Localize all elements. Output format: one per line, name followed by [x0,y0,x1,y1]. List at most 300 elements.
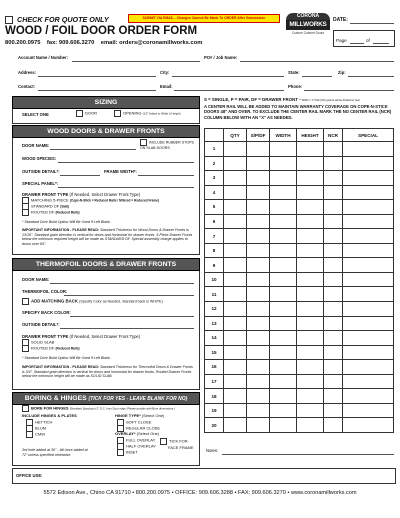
grid-cell-qty[interactable] [224,142,247,157]
grid-cell-spdf[interactable] [247,345,270,360]
grid-cell-width[interactable] [270,360,297,375]
grid-cell-qty[interactable] [224,360,247,375]
grid-cell-special[interactable] [343,214,394,229]
tf-matching-back-option[interactable] [22,298,163,305]
grid-cell-width[interactable] [270,403,297,418]
grid-row [205,214,394,229]
tf-back-color-field[interactable] [70,316,194,317]
grid-row-number: 12 [205,302,224,317]
half-overlay-label: HALF OVERLAY [126,443,156,449]
grid-cell-width[interactable] [270,302,297,317]
wood-important-text: Standard Thickness for Wood Doors & Drawer Fronts is 13/16". Standard grain direction is vertical for doors and horizontal for drawer fronts. 5-Piece Drawer Fronts below the minimum required height will be made as STANDARD DF. Special assembly charge applies to doors over 84". [22,228,193,246]
grid-header-row [205,129,394,142]
bore-hinges-checkbox[interactable] [22,405,29,412]
grid-cell-ncr[interactable] [324,418,343,433]
grid-cell-spdf[interactable] [247,171,270,186]
wood-df-label-2: STANDARD DF [31,203,60,209]
wood-df-note-2: (Slab) [60,204,70,209]
grid-cell-qty[interactable] [224,243,247,258]
wood-df-checkbox-3[interactable] [22,209,29,216]
regular-close-label: REGULAR CLOSE [126,425,161,431]
grid-cell-width[interactable] [270,418,297,433]
grid-cell-ncr[interactable] [324,171,343,186]
wood-important-block [22,228,194,246]
city-label: City: [160,70,170,75]
quote-checkbox-row[interactable] [5,15,109,24]
grid-row-number: 18 [205,389,224,404]
grid-cell-ncr[interactable] [324,200,343,215]
tf-important-block [22,365,194,379]
grid-cell-height[interactable] [297,243,324,258]
grid-cell-width[interactable] [270,287,297,302]
hinge-type-heading [115,413,164,418]
full-overlay-label: FULL OVERLAY [126,437,156,443]
grid-row-number: 2 [205,156,224,171]
grid-cell-width[interactable] [270,258,297,273]
grid-row [205,418,394,433]
wood-species-field[interactable] [58,162,194,163]
grid-cell-height[interactable] [297,360,324,375]
grid-cell-width[interactable] [270,171,297,186]
tf-color-field[interactable] [64,295,194,296]
bore-hinges-note: (Standard Spacing is 3" O.C. from Door edge; Please provide with Bore dimensions.) [69,406,175,411]
boring-header [12,392,200,405]
grid-cell-width[interactable] [270,200,297,215]
grid-row-number: 16 [205,360,224,375]
sizing-opening-label: OPENING [123,110,142,116]
grid-row [205,287,394,302]
page-label: Page [336,38,347,43]
grid-cell-qty[interactable] [224,403,247,418]
grid-cell-ncr[interactable] [324,331,343,346]
tf-standard-note: * Standard Door Build Option Will Be Used If Left Blank. [22,356,111,360]
tf-df-label-1: SOLID SLAB [31,339,55,345]
tf-back-color-label: SPECIFY BACK COLOR: [22,310,71,315]
order-email: email: orders@coronamillworks.com [100,40,203,46]
date-label: DATE: [333,17,348,23]
tick-for-label: TICK FOR [169,438,188,444]
grid-cell-spdf[interactable] [247,403,270,418]
grid-cell-spdf[interactable] [247,331,270,346]
face-frame-checkbox[interactable] [160,438,167,445]
page-of-label: of [366,38,370,43]
grid-cell-width[interactable] [270,156,297,171]
grid-cell-spdf[interactable] [247,302,270,317]
wood-df-note-3: (Reduced Rails) [55,210,80,215]
state-label: State: [288,70,300,75]
account-field[interactable] [72,61,200,62]
grid-cell-special[interactable] [343,272,394,287]
grid-cell-ncr[interactable] [324,156,343,171]
address-field[interactable] [38,76,156,77]
grid-cell-width[interactable] [270,345,297,360]
grid-cell-width[interactable] [270,142,297,157]
special-panel-field[interactable] [58,187,194,188]
blum-label: BLUM [35,425,47,431]
zip-label: Zip: [338,70,346,75]
grid-row-number: 10 [205,272,224,287]
grid-row [205,243,394,258]
tf-door-name-field[interactable] [50,283,194,284]
grid-cell-spdf[interactable] [247,360,270,375]
grid-cell-qty[interactable] [224,185,247,200]
grid-cell-ncr[interactable] [324,243,343,258]
grid-row [205,331,394,346]
wood-outside-detail-field[interactable] [60,175,100,176]
grid-cell-spdf[interactable] [247,156,270,171]
grid-cell-qty[interactable] [224,272,247,287]
account-label: Account Name / Number: [18,55,69,60]
tf-df-checkbox-2[interactable] [22,345,29,352]
grid-cell-width[interactable] [270,229,297,244]
grid-cell-width[interactable] [270,243,297,258]
grid-row [205,374,394,389]
tf-matching-back-label: ADD MATCHING BACK [31,298,78,304]
grid-cell-qty[interactable] [224,418,247,433]
grid-cell-special[interactable] [343,360,394,375]
office-use-box[interactable] [12,468,396,484]
grid-cell-special[interactable] [343,287,394,302]
grid-row [205,200,394,215]
boring-title-note: (TICK FOR YES - LEAVE BLANK FOR NO) [88,396,188,402]
tf-matching-back-checkbox[interactable] [22,298,29,305]
grid-cell-qty[interactable] [224,258,247,273]
grid-cell-qty[interactable] [224,331,247,346]
grid-row [205,302,394,317]
hinge-type-note: (Select One) [141,413,165,418]
sizing-select-one: SELECT ONE [22,112,49,117]
grid-row-number: 14 [205,331,224,346]
grid-cell-height[interactable] [297,302,324,317]
grid-row-number: 6 [205,214,224,229]
phone-field[interactable] [304,90,394,91]
grid-row [205,360,394,375]
tf-outside-detail-label: OUTSIDE DETAIL*: [22,322,60,327]
bore-hinges-label: BORE FOR HINGES [31,405,69,411]
grid-row [205,272,394,287]
boring-title: BORING & HINGES [24,395,87,402]
grid-cell-ncr[interactable] [324,287,343,302]
grid-cell-height[interactable] [297,345,324,360]
grid-cell-spdf[interactable] [247,185,270,200]
grid-cell-width[interactable] [270,272,297,287]
grid-row [205,185,394,200]
grid-cell-width[interactable] [270,185,297,200]
wood-drawer-front-label: DRAWER FRONT TYPE [22,192,69,197]
overlay-heading [115,431,159,436]
contact-field[interactable] [38,90,156,91]
tf-df-note-2: (Reduced Rails) [55,346,80,351]
wood-species-label: WOOD SPECIES: [22,156,57,161]
grid-row-number: 15 [205,345,224,360]
grid-cell-special[interactable] [343,156,394,171]
page-total-field[interactable] [373,43,389,44]
wood-door-name-field[interactable] [50,149,136,150]
col-header-height: HEIGHT [297,129,324,142]
grid-corner [205,129,224,142]
grid-legend [204,97,360,102]
grid-cell-special[interactable] [343,185,394,200]
grid-cell-ncr[interactable] [324,360,343,375]
grid-cell-height[interactable] [297,272,324,287]
center-rail-note: A CENTER RAIL WILL BE ADDED TO MAINTAIN WARRANTY COVERAGE ON COPE-N-STICK DOORS 48" AND OVER. TO EXCLUDE THE CENTER RAIL MARK THE NO CENTER RAIL (NCR) COLUMN BELOW WITH AN "X" AS NEEDED. [204,104,392,120]
grid-cell-ncr[interactable] [324,374,343,389]
grid-cell-height[interactable] [297,418,324,433]
date-field[interactable] [350,23,394,24]
grid-cell-special[interactable] [343,171,394,186]
quote-label: CHECK FOR QUOTE ONLY [17,15,109,24]
grid-cell-qty[interactable] [224,200,247,215]
wood-df-option-3[interactable] [22,209,80,216]
sizing-opening-option[interactable] [114,110,181,117]
grid-row-number: 7 [205,229,224,244]
inset-option[interactable] [117,449,138,456]
wood-outside-detail-label: OUTSIDE DETAIL*: [22,169,60,174]
grid-cell-ncr[interactable] [324,142,343,157]
grid-cell-height[interactable] [297,229,324,244]
fax-number: fax: 909.606.3270 [46,40,95,46]
grid-cell-special[interactable] [343,403,394,418]
grid-cell-height[interactable] [297,200,324,215]
grid-cell-height[interactable] [297,389,324,404]
wood-df-label-1: MATCHING 5-PIECE [31,197,69,203]
cmw-option[interactable] [26,431,45,438]
wood-header: WOOD DOORS & DRAWER FRONTS [12,125,200,138]
grid-row [205,229,394,244]
footer-bar: 5572 Edison Ave., Chino CA 91710 • 800.200.0975 • OFFICE: 909.606.3288 • FAX: 909.606.3270 • www.coronamillworks.com [43,490,357,496]
tf-df-option-2[interactable] [22,345,80,352]
thermofoil-header: THERMOFOIL DOORS & DRAWER FRONTS [12,258,200,271]
tf-drawer-front-note: (If Needed, Select Drawer Front Type) [69,334,141,339]
grid-cell-ncr[interactable] [324,185,343,200]
zip-field[interactable] [348,76,394,77]
grid-cell-height[interactable] [297,185,324,200]
grid-cell-height[interactable] [297,142,324,157]
grid-cell-qty[interactable] [224,156,247,171]
wood-df-label-3: ROUTED DF [31,209,55,215]
logo-top: CORONA [286,13,330,20]
grid-cell-ncr[interactable] [324,229,343,244]
grid-legend-small: ** Width = 1" 5/16 (SS) (points will be divided by two) [299,99,360,102]
grid-row-number: 11 [205,287,224,302]
include-hinges-label: INCLUDE HINGES & PLATES [22,413,77,418]
grid-row-number: 9 [205,258,224,273]
grid-cell-height[interactable] [297,258,324,273]
tf-drawer-front-label: DRAWER FRONT TYPE [22,334,69,339]
soft-close-label: SOFT CLOSE [126,419,152,425]
rubber-stops-option[interactable] [140,139,196,151]
wood-df-note-1: (Cope-N-Stick = Reduced Rails / Mitered = Reduced Frame) [69,198,160,203]
grid-cell-ncr[interactable] [324,214,343,229]
grid-cell-qty[interactable] [224,287,247,302]
grid-cell-ncr[interactable] [324,403,343,418]
sizing-door-option[interactable] [76,110,97,117]
grid-row [205,403,394,418]
grid-cell-spdf[interactable] [247,214,270,229]
grid-cell-spdf[interactable] [247,258,270,273]
grid-cell-special[interactable] [343,374,394,389]
grid-cell-qty[interactable] [224,302,247,317]
overlay-label: OVERLAY* [115,431,136,436]
address-label: Address: [18,70,37,75]
hettich-label: HETTICH [35,419,53,425]
frame-width-label: FRAME WIDTH*: [104,169,137,174]
grid-row-number: 8 [205,243,224,258]
grid-row [205,316,394,331]
grid-cell-special[interactable] [343,200,394,215]
grid-cell-spdf[interactable] [247,389,270,404]
grid-cell-ncr[interactable] [324,389,343,404]
grid-cell-qty[interactable] [224,345,247,360]
tf-color-label: THERMOFOIL COLOR: [22,289,68,294]
grid-row-number: 4 [205,185,224,200]
grid-cell-qty[interactable] [224,374,247,389]
grid-row-number: 3 [205,171,224,186]
grid-cell-qty[interactable] [224,229,247,244]
cmw-label: CMW [35,431,45,437]
face-frame-option[interactable] [160,438,194,450]
grid-legend-main: S = SINGLE, P = PAIR, DF = DRAWER FRONT [204,97,298,102]
special-panel-label: SPECIAL PANEL*: [22,181,59,186]
tf-important-label: IMPORTANT INFORMATION - PLEASE READ: [22,365,100,369]
overlay-note: (Select One) [136,431,160,436]
grid-cell-spdf[interactable] [247,229,270,244]
quote-checkbox[interactable] [5,16,13,24]
form-title: WOOD / FOIL DOOR ORDER FORM [5,25,198,37]
cmw-checkbox[interactable] [26,431,33,438]
grid-cell-width[interactable] [270,331,297,346]
grid-cell-height[interactable] [297,156,324,171]
sizing-door-checkbox[interactable] [76,110,83,117]
tf-door-name-label: DOOR NAME: [22,277,50,282]
grid-cell-spdf[interactable] [247,200,270,215]
sizing-opening-note: (1/2" Added to Width & Height) [142,111,181,116]
wood-drawer-front-note: (If Needed, Select Drawer Front Type) [69,192,141,197]
tf-matching-back-note: (Specify Color as Needed, Standard back is WHITE) [79,299,163,304]
state-field[interactable] [302,76,332,77]
po-field[interactable] [240,61,394,62]
page-number-field[interactable] [350,43,364,44]
face-frame-label: FACE FRAME [168,445,194,450]
grid-row-number: 20 [205,418,224,433]
phone-label: Phone: [288,84,303,89]
tf-df-label-2: ROUTED DF [31,345,55,351]
notes-label: Notes: [206,448,219,453]
grid-cell-width[interactable] [270,374,297,389]
grid-cell-ncr[interactable] [324,258,343,273]
grid-cell-special[interactable] [343,331,394,346]
email-warning-banner: SUBMIT VIA EMAIL - Changes Cannot Be Made To ORDER After Submission [128,14,280,23]
grid-cell-special[interactable] [343,258,394,273]
wood-door-name-label: DOOR NAME: [22,143,50,148]
grid-cell-qty[interactable] [224,316,247,331]
tf-outside-detail-field[interactable] [60,328,194,329]
inset-checkbox[interactable] [117,449,124,456]
grid-row-number: 13 [205,316,224,331]
grid-cell-height[interactable] [297,374,324,389]
po-label: PO# / Job Name: [204,55,238,60]
grid-cell-special[interactable] [343,389,394,404]
rubber-stops-label: INCLUDE RUBBER STOPS ON SLAB DOORS [140,140,194,150]
grid-cell-ncr[interactable] [324,272,343,287]
grid-row-number: 17 [205,374,224,389]
grid-cell-height[interactable] [297,171,324,186]
sizing-opening-checkbox[interactable] [114,110,121,117]
grid-cell-spdf[interactable] [247,287,270,302]
grid-cell-qty[interactable] [224,214,247,229]
contact-label: Contact: [18,84,35,89]
grid-cell-special[interactable] [343,142,394,157]
sizing-header: SIZING [12,96,200,109]
notes-field[interactable] [222,454,394,455]
frame-width-field[interactable] [138,175,194,176]
grid-row-number: 1 [205,142,224,157]
office-use-label: OFFICE USE: [16,473,43,478]
grid-cell-special[interactable] [343,418,394,433]
grid-cell-height[interactable] [297,287,324,302]
grid-row-number: 19 [205,403,224,418]
notes-box[interactable] [204,440,394,464]
wood-standard-note: * Standard Door Build Option Will Be Used If Left Blank. [22,220,111,224]
grid-cell-special[interactable] [343,316,394,331]
grid-row [205,142,394,157]
grid-cell-width[interactable] [270,316,297,331]
grid-cell-ncr[interactable] [324,302,343,317]
grid-cell-height[interactable] [297,403,324,418]
grid-cell-spdf[interactable] [247,374,270,389]
logo-sub: Custom Cabinet Doors [291,31,325,35]
sizing-door-label: DOOR [85,110,97,116]
grid-cell-special[interactable] [343,243,394,258]
phone-number: 800.200.0975 [5,40,41,46]
grid-cell-ncr[interactable] [324,345,343,360]
grid-cell-width[interactable] [270,389,297,404]
grid-cell-height[interactable] [297,214,324,229]
grid-cell-special[interactable] [343,229,394,244]
col-header-spdf: S/P/DF [247,129,270,142]
logo-main: MILLWORKS [286,20,330,30]
order-grid [204,128,394,433]
grid-cell-ncr[interactable] [324,316,343,331]
grid-cell-spdf[interactable] [247,142,270,157]
grid-cell-qty[interactable] [224,171,247,186]
rubber-stops-checkbox[interactable] [140,139,147,146]
grid-cell-spdf[interactable] [247,272,270,287]
grid-cell-height[interactable] [297,316,324,331]
boring-bottom-note: 3rd hole added at 36" - 4th bore added at 72" unless specified otherwise. [22,448,88,457]
grid-row [205,258,394,273]
hinge-type-label: HINGE TYPE* [115,413,141,418]
city-field[interactable] [172,76,284,77]
grid-cell-width[interactable] [270,214,297,229]
tf-important-text: Standard Thickness for Thermofoil Doors & Drawer Fronts is 3/4". Standard grain direction is vertical for doors and horizontal for drawer fronts. Routed Drawer Fronts below the minimum height will be made as SOLID SLAB. [22,365,193,379]
email-field[interactable] [174,90,284,91]
grid-row [205,156,394,171]
bore-hinges-option[interactable] [22,405,175,412]
col-header-qty: QTY [224,129,247,142]
email-label: Email: [160,84,173,89]
grid-row-number: 5 [205,200,224,215]
grid-cell-spdf[interactable] [247,418,270,433]
grid-cell-special[interactable] [343,302,394,317]
grid-cell-spdf[interactable] [247,316,270,331]
grid-cell-special[interactable] [343,345,394,360]
grid-cell-spdf[interactable] [247,243,270,258]
grid-row [205,389,394,404]
grid-cell-qty[interactable] [224,389,247,404]
contact-line [5,40,202,46]
grid-cell-height[interactable] [297,331,324,346]
